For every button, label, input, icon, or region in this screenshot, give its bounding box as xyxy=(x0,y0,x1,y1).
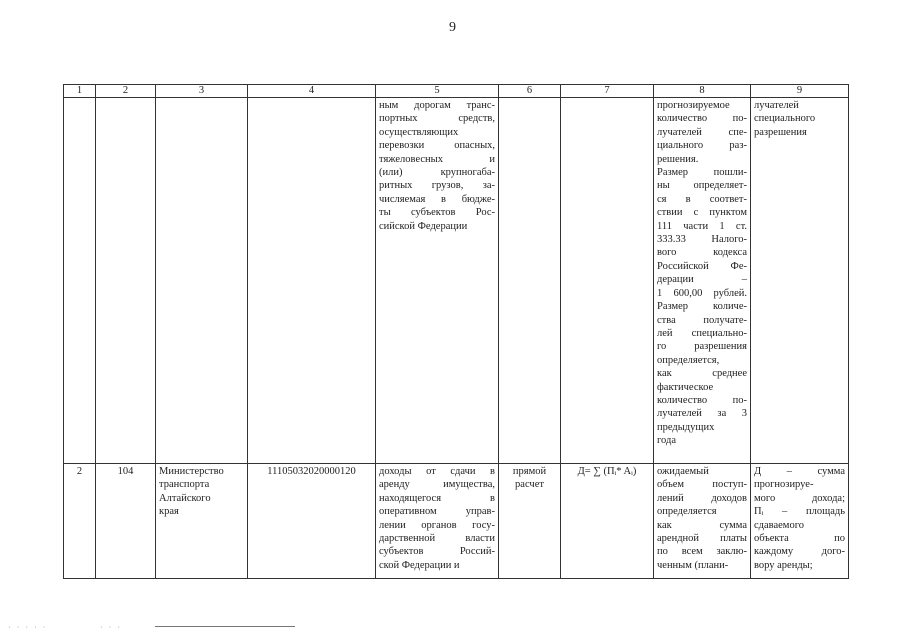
method-cell xyxy=(499,98,561,464)
text-line: лучателей xyxy=(754,100,799,111)
header-cell: 5 xyxy=(376,85,499,98)
text-line: транспорта xyxy=(159,479,210,491)
text-line: ожидаемый xyxy=(657,466,709,477)
text-line: Д – сумма xyxy=(754,466,845,477)
text-line: ченным (плани- xyxy=(657,559,729,571)
text-line: Министерство xyxy=(159,466,224,477)
text-line: ты субъектов Рос- xyxy=(379,207,495,219)
text-line: вору аренды; xyxy=(754,559,813,571)
text-line: доходы от сдачи в xyxy=(379,466,495,477)
table-row xyxy=(64,464,849,579)
text-line: осуществляющих xyxy=(379,126,459,138)
formula-cell xyxy=(561,464,654,579)
text-line: прогнозируе- xyxy=(754,479,814,491)
revenue-table xyxy=(63,84,849,579)
text-line: определяется, xyxy=(657,354,720,366)
revenue-name-cell xyxy=(376,98,499,464)
text-line: как среднее xyxy=(657,368,747,380)
text-line: циального раз- xyxy=(657,140,747,152)
text-line: количество по- xyxy=(657,113,747,125)
formula-cell xyxy=(561,98,654,464)
row-number-cell xyxy=(64,98,96,464)
text-line: перевозки опасных, xyxy=(379,140,495,152)
header-cell: 2 xyxy=(96,85,156,98)
text-line: года xyxy=(657,435,676,447)
text-line: лей специально- xyxy=(657,327,747,339)
scan-artifact: · · · xyxy=(100,623,122,632)
text-line: арендной платы xyxy=(657,533,747,545)
text-line: портных средств, xyxy=(379,113,495,125)
text-line: ся в соответ- xyxy=(657,193,747,205)
footer-rule xyxy=(155,626,295,627)
text-line: объекта по xyxy=(754,533,845,545)
text-line: сийской Федерации xyxy=(379,220,468,232)
text-line: оперативном управ- xyxy=(379,506,495,518)
text-line: лучателей спе- xyxy=(657,126,747,138)
text-line: расчет xyxy=(515,479,544,491)
header-cell: 7 xyxy=(561,85,654,98)
text-line: разрешения xyxy=(754,126,807,138)
header-cell: 8 xyxy=(654,85,751,98)
text-line: количество по- xyxy=(657,394,747,406)
budget-code-cell: 11105032020000120 xyxy=(248,464,376,579)
text-line: каждому дого- xyxy=(754,546,845,558)
text-line: тяжеловесных и xyxy=(379,153,495,165)
text-line: по всем заклю- xyxy=(657,546,747,558)
table-row xyxy=(64,98,849,464)
text-line: Российской Фе- xyxy=(657,260,747,272)
row-number-cell: 2 xyxy=(64,464,96,579)
text-line: субъектов Россий- xyxy=(379,546,495,558)
admin-code-cell: 104 xyxy=(96,464,156,579)
header-cell: 6 xyxy=(499,85,561,98)
text-line: (или) крупногаба- xyxy=(379,167,495,179)
text-line: ской Федерации и xyxy=(379,559,460,571)
administrator-name-cell xyxy=(156,464,248,579)
text-line: мого дохода; xyxy=(754,492,845,504)
text-line: находящегося в xyxy=(379,492,495,504)
text-line: числяемая в бюдже- xyxy=(379,193,495,205)
text-line: ствии с пунктом xyxy=(657,207,747,219)
header-cell: 3 xyxy=(156,85,248,98)
text-line: дарственной власти xyxy=(379,533,495,545)
algorithm-cell xyxy=(654,464,751,579)
header-cell: 4 xyxy=(248,85,376,98)
text-line: объем поступ- xyxy=(657,479,747,491)
text-line: как сумма xyxy=(657,519,747,531)
admin-code-cell xyxy=(96,98,156,464)
text-line: ритных грузов, за- xyxy=(379,180,495,192)
text-line: фактическое xyxy=(657,381,714,393)
text-line: предыдущих xyxy=(657,421,715,433)
budget-code-cell xyxy=(248,98,376,464)
text-line: Пᵢ – площадь xyxy=(754,506,845,518)
algorithm-cell xyxy=(654,98,751,464)
text-line: определяется xyxy=(657,506,717,518)
text-line: ным дорогам транс- xyxy=(379,100,495,111)
formula-text: Д= ∑ (Пᵢ* Aᵢ) xyxy=(577,466,637,477)
administrator-name-cell xyxy=(156,98,248,464)
page-number: 9 xyxy=(449,20,456,35)
text-line: аренду имущества, xyxy=(379,479,495,491)
text-line: лучателей за 3 xyxy=(657,408,747,420)
text-line: дерации – xyxy=(657,274,747,286)
text-line: ства получате- xyxy=(657,314,747,326)
indicators-cell xyxy=(751,98,849,464)
scan-artifact: · · · · · xyxy=(8,623,48,632)
text-line: ны определяет- xyxy=(657,180,747,192)
header-cell: 1 xyxy=(64,85,96,98)
revenue-name-cell xyxy=(376,464,499,579)
text-line: специального xyxy=(754,113,816,125)
text-line: 111 части 1 ст. xyxy=(657,220,747,232)
text-line: Алтайского xyxy=(159,492,211,504)
text-line: прогнозируемое xyxy=(657,100,730,111)
text-line: Размер количе- xyxy=(657,301,747,313)
header-cell: 9 xyxy=(751,85,849,98)
text-line: 1 600,00 рублей. xyxy=(657,287,747,299)
text-line: решения. xyxy=(657,153,699,165)
text-line: лений доходов xyxy=(657,492,747,504)
text-line: Размер пошли- xyxy=(657,167,747,179)
text-line: 333.33 Налого- xyxy=(657,234,747,246)
indicators-cell xyxy=(751,464,849,579)
header-row xyxy=(64,85,849,98)
text-line: вого кодекса xyxy=(657,247,747,259)
text-line: сдаваемого xyxy=(754,519,804,531)
text-line: го разрешения xyxy=(657,341,747,353)
text-line: края xyxy=(159,506,179,518)
method-cell xyxy=(499,464,561,579)
text-line: лении органов госу- xyxy=(379,519,495,531)
text-line: прямой xyxy=(512,466,547,477)
